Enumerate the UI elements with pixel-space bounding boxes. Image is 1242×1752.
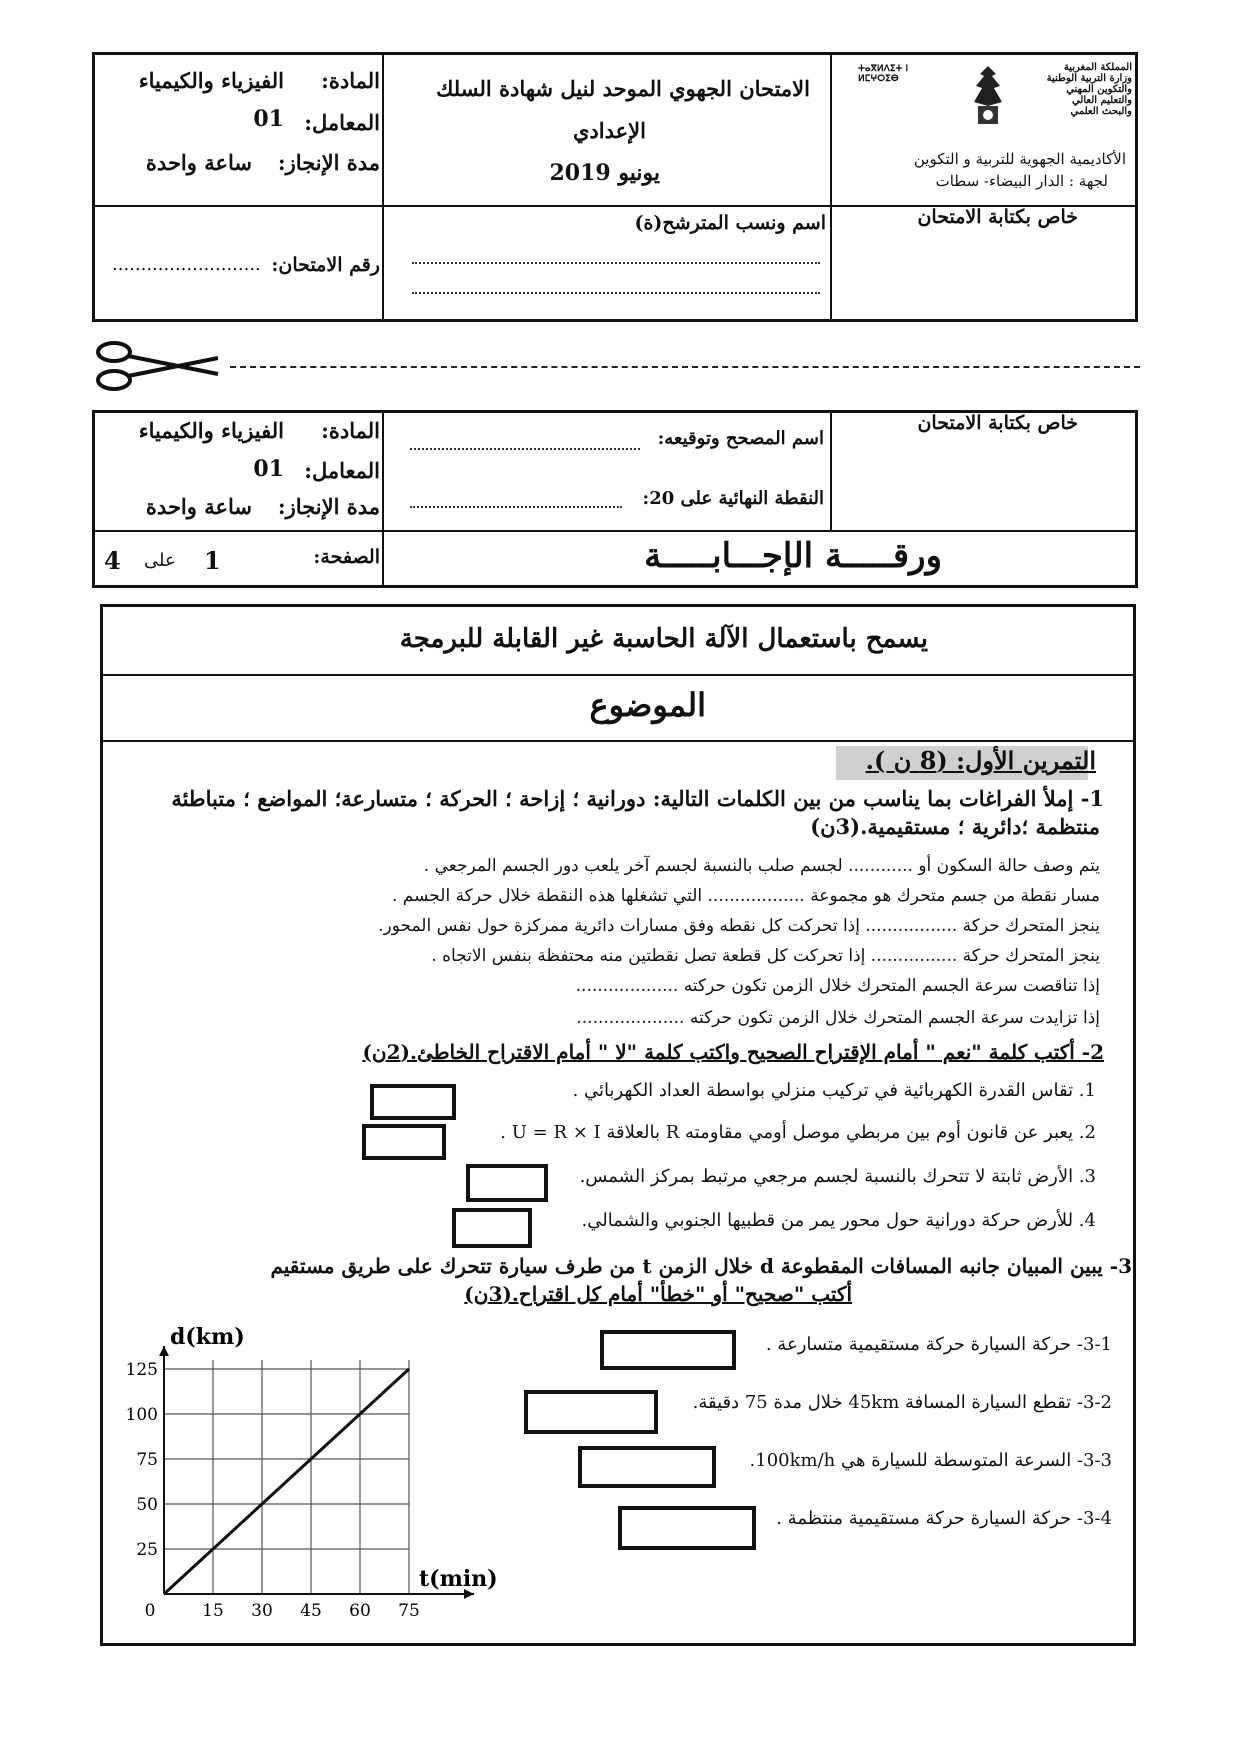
corrector-label: اسم المصحح وتوقيعه: bbox=[657, 428, 824, 449]
content-divider-2 bbox=[100, 740, 1136, 742]
y-axis-label: d(km) bbox=[170, 1324, 245, 1350]
exam-writing-label: خاص بكتابة الامتحان bbox=[917, 206, 1078, 228]
correction-duration-label: مدة الإنجاز: bbox=[277, 494, 380, 519]
q2-item-3: 3. الأرض ثابتة لا تتحرك بالنسبة لجسم مرجعي مرتبط بمركز الشمس. bbox=[579, 1166, 1096, 1187]
q3-item-4: 3-4- حركة السيارة حركة مستقيمية منتظمة . bbox=[776, 1508, 1112, 1529]
y-tick-label: 25 bbox=[136, 1540, 158, 1560]
x-tick-label: 15 bbox=[202, 1601, 224, 1621]
correction-divider-h bbox=[92, 530, 1138, 532]
calculator-note: يسمح باستعمال الآلة الحاسبة غير القابلة للبرمجة bbox=[399, 624, 928, 654]
q3-item-3: 3-3- السرعة المتوسطة للسيارة هي 100km/h. bbox=[749, 1450, 1112, 1471]
correction-subject-value: الفيزياء والكيمياء bbox=[138, 418, 284, 443]
duration-value: ساعة واحدة bbox=[145, 150, 252, 175]
x-axis-label: t(min) bbox=[419, 1566, 498, 1592]
q2-item-2: 2. يعبر عن قانون أوم بين مربطي موصل أومي مقاومته R بالعلاقة U = R × I . bbox=[500, 1122, 1096, 1143]
fill-line-2[interactable]: مسار نقطة من جسم متحرك هو مجموعة .................. التي تشغلها هذه النقطة خلال حركة الجسم . bbox=[392, 886, 1100, 906]
q2-answer-4[interactable] bbox=[452, 1208, 532, 1248]
correction-divider-v2 bbox=[830, 410, 832, 532]
exam-title-line2: الإعدادي bbox=[573, 118, 646, 143]
q2-answer-3[interactable] bbox=[466, 1164, 548, 1202]
academy-logo bbox=[966, 62, 1010, 132]
correction-duration-value: ساعة واحدة bbox=[145, 494, 252, 519]
fill-line-1[interactable]: يتم وصف حالة السكون أو ............ لجسم صلب بالنسبة لجسم آخر يلعب دور الجسم المرجعي . bbox=[423, 856, 1100, 876]
coef-value: 01 bbox=[253, 106, 284, 132]
correction-coef-label: المعامل: bbox=[304, 458, 380, 483]
page-label: الصفحة: bbox=[313, 546, 380, 568]
candidate-label: اسم ونسب المترشح(ة) bbox=[634, 212, 826, 234]
q3-item-1: 3-1- حركة السيارة حركة مستقيمية متسارعة . bbox=[765, 1334, 1112, 1355]
q3-answer-3[interactable] bbox=[578, 1446, 716, 1488]
exam-number-dots[interactable]: .......................... bbox=[112, 254, 261, 275]
duration-label: مدة الإنجاز: bbox=[277, 150, 380, 175]
x-tick-label: 75 bbox=[398, 1601, 420, 1621]
distance-time-chart bbox=[104, 1286, 514, 1626]
q1-intro: 1- إملأ الفراغات بما يناسب من بين الكلمات التالية: دورانية ؛ إزاحة ؛ الحركة ؛ متسارعة؛ المواضع ؛ متباطئة bbox=[171, 786, 1104, 811]
y-tick-label: 100 bbox=[125, 1405, 158, 1425]
correction-subject-label: المادة: bbox=[321, 418, 380, 443]
q3-answer-4[interactable] bbox=[618, 1506, 756, 1550]
exam-number-label: رقم الامتحان: bbox=[271, 254, 380, 276]
series-line bbox=[164, 1369, 409, 1594]
q3-item-2: 3-2- تقطع السيارة المسافة 45km خلال مدة 75 دقيقة. bbox=[692, 1392, 1112, 1413]
q3-answer-2[interactable] bbox=[524, 1390, 658, 1434]
subject-value: الفيزياء والكيمياء bbox=[138, 68, 284, 93]
correction-divider-v1 bbox=[382, 410, 384, 588]
coef-label: المعامل: bbox=[304, 110, 380, 135]
y-tick-label: 125 bbox=[125, 1360, 158, 1380]
fill-line-6[interactable]: إذا تزايدت سرعة الجسم المتحرك خلال الزمن تكون حركته .................... bbox=[576, 1008, 1100, 1028]
scissors-icon bbox=[92, 338, 222, 394]
x-tick-label: 60 bbox=[349, 1601, 371, 1621]
logo-text-right: المملكة المغربية وزارة التربية الوطنية والتكوين المهني والتعليم العالي والبحث العلمي bbox=[1046, 62, 1132, 117]
academy-line2: لجهة : الدار البيضاء- سطات bbox=[935, 172, 1108, 190]
x-tick-label: 45 bbox=[300, 1601, 322, 1621]
subject-heading: الموضوع bbox=[589, 686, 706, 724]
page-total: 4 bbox=[104, 546, 121, 575]
correction-coef-value: 01 bbox=[253, 456, 284, 482]
candidate-name-line2[interactable] bbox=[412, 292, 820, 294]
x-tick-label: 0 bbox=[144, 1601, 156, 1621]
y-tick-label: 50 bbox=[136, 1495, 158, 1515]
page-current: 1 bbox=[204, 546, 221, 575]
y-axis-arrow bbox=[159, 1346, 169, 1356]
corrector-line[interactable] bbox=[410, 448, 640, 450]
logo-text-left: ⵜⴰⴳⵍⴷⵉⵜ ⵏ ⵍⵎⵖⵔⵉⴱ bbox=[858, 64, 909, 84]
q2-intro: 2- أكتب كلمة "نعم " أمام الإقتراح الصحيح واكتب كلمة "لا " أمام الاقتراح الخاطئ.(2ن) bbox=[362, 1040, 1104, 1064]
q3-intro-line2: أكتب "صحيح" أو "خطأ" أمام كل اقتراح.(3ن) bbox=[464, 1282, 852, 1306]
final-grade-label: النقطة النهائية على 20: bbox=[642, 488, 824, 509]
exam-title-line1: الامتحان الجهوي الموحد لنيل شهادة السلك bbox=[436, 76, 810, 101]
x-tick-label: 30 bbox=[251, 1601, 273, 1621]
q2-answer-1[interactable] bbox=[370, 1084, 456, 1120]
q2-item-4: 4. للأرض حركة دورانية حول محور يمر من قطبيها الجنوبي والشمالي. bbox=[581, 1210, 1096, 1231]
exam-session: يونيو 2019 bbox=[549, 160, 660, 186]
content-divider-1 bbox=[100, 674, 1136, 676]
y-tick-label: 75 bbox=[136, 1450, 158, 1470]
header-divider-v2 bbox=[830, 52, 832, 322]
candidate-name-line1[interactable] bbox=[412, 262, 820, 264]
cut-line bbox=[230, 366, 1140, 368]
fill-line-3[interactable]: ينجز المتحرك حركة ................. إذا تحركت كل نقطه وفق مسارات دائرية ممركزة حول نفس المحور. bbox=[378, 916, 1100, 936]
q2-item-1: 1. تقاس القدرة الكهربائية في تركيب منزلي بواسطة العداد الكهربائي . bbox=[572, 1080, 1096, 1101]
academy-line1: الأكاديمية الجهوية للتربية و التكوين bbox=[913, 150, 1126, 168]
fill-line-4[interactable]: ينجز المتحرك حركة ................ إذا تحركت كل قطعة تصل نقطتين منه محتفظة بنفس الاتجاه . bbox=[431, 946, 1100, 966]
final-grade-line[interactable] bbox=[410, 506, 622, 508]
correction-exam-writing-label: خاص بكتابة الامتحان bbox=[917, 412, 1078, 434]
fill-line-5[interactable]: إذا تناقصت سرعة الجسم المتحرك خلال الزمن تكون حركته ................... bbox=[575, 976, 1100, 996]
q3-answer-1[interactable] bbox=[600, 1330, 736, 1370]
answer-sheet-title: ورقـــــة الإجـــابـــــة bbox=[644, 536, 942, 576]
q3-intro: 3- يبين المبيان جانبه المسافات المقطوعة d خلال الزمن t من طرف سيارة تتحرك على طريق مستقيم bbox=[270, 1254, 1132, 1278]
q2-answer-2[interactable] bbox=[362, 1124, 446, 1160]
subject-label: المادة: bbox=[321, 68, 380, 93]
ex1-title: التمرين الأول: (8 ن ). bbox=[865, 746, 1096, 775]
page-of: على bbox=[144, 550, 176, 571]
q1-intro-line2: منتظمة ؛دائرية ؛ مستقيمية.(3ن) bbox=[810, 814, 1100, 839]
header-divider-v1 bbox=[382, 52, 384, 322]
